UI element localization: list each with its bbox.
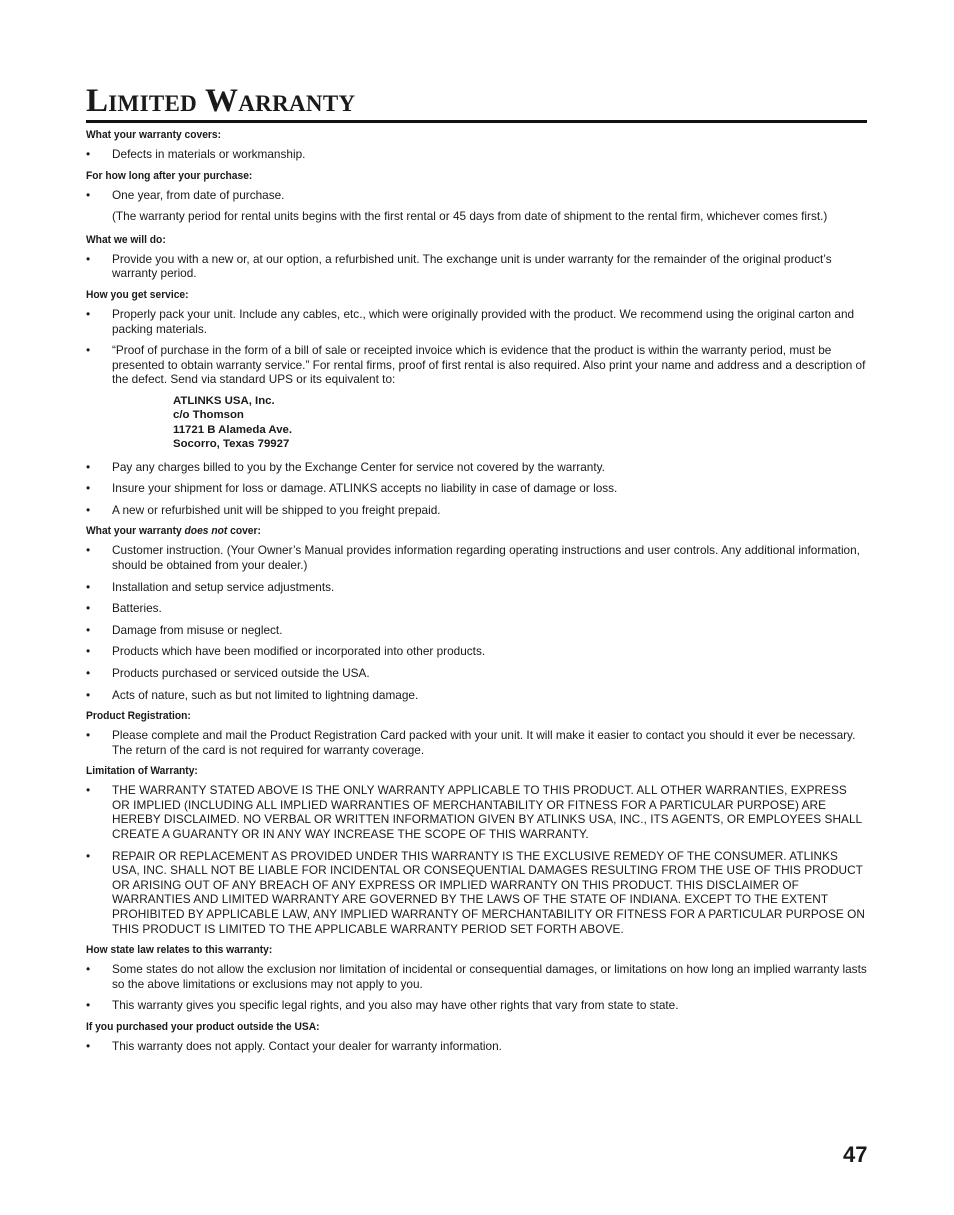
section-heading-how-long: For how long after your purchase: (86, 169, 253, 182)
page-title: Limited Warranty (86, 83, 356, 119)
list-item: • Batteries. (86, 601, 162, 616)
rental-note: (The warranty period for rental units begins with the first rental or 45 days from date of shipment to the rental firm, whichever comes first.) (112, 209, 828, 224)
bullet: • (86, 644, 91, 659)
bullet: • (86, 601, 91, 616)
list-item: • THE WARRANTY STATED ABOVE IS THE ONLY WARRANTY APPLICABLE TO THIS PRODUCT. ALL OTHER WARRANTIES, EXPRESS OR IMPLIED (INCLUDING ALL IMPLIED WARRANTIES OF MERCHANTABILITY OR FITNESS FOR A PARTICULAR PURPOSE) ARE HEREBY DISCLAIMED. NO VERBAL OR WRITTEN INFORMATION GIVEN BY ATLINKS USA, INC., ITS AGENTS, OR EMPLOYEES SHALL CREATE A GUARANTY OR IN ANY WAY INCREASE THE SCOPE OF THIS WARRANTY. (86, 783, 862, 842)
bullet: • (86, 848, 91, 863)
list-item: • Customer instruction. (Your Owner’s Manual provides information regarding operating instructions and user controls. Any additional information, should be obtained from your dealer.) (86, 543, 860, 572)
section-heading-state-law: How state law relates to this warranty: (86, 944, 273, 957)
list-item: • This warranty does not apply. Contact your dealer for warranty information. (86, 1039, 502, 1053)
bullet: • (86, 783, 91, 798)
title-rule (86, 120, 867, 123)
section-heading-covers: What your warranty covers: (86, 129, 222, 141)
bullet: • (86, 343, 91, 358)
list-item: • Defects in materials or workmanship. (86, 147, 306, 161)
bullet: • (86, 665, 91, 680)
bullet: • (86, 502, 91, 517)
warranty-page (86, 84, 867, 1061)
section-heading-not-cover: What your warranty does not cover: (86, 525, 261, 538)
list-item: • Damage from misuse or neglect. (86, 622, 283, 637)
service-address (86, 394, 867, 452)
list-item: • Acts of nature, such as but not limited to lightning damage. (86, 687, 419, 702)
list-item: • “Proof of purchase in the form of a bill of sale or receipted invoice which is evidence that the product is within the warranty period, must be presented to obtain warranty service.” For rental firms, proof of first rental is also required. Also print your name and address and a description of the defect. Send via standard UPS or its equivalent to: (86, 343, 866, 387)
bullet: • (86, 481, 91, 496)
bullet: • (86, 962, 91, 977)
section-heading-limitation: Limitation of Warranty: (86, 765, 198, 778)
address-line: ATLINKS USA, Inc. (173, 394, 275, 407)
page-number: 47 (843, 1142, 868, 1167)
bullet: • (86, 459, 91, 474)
list-item: • REPAIR OR REPLACEMENT AS PROVIDED UNDER THIS WARRANTY IS THE EXCLUSIVE REMEDY OF THE CONSUMER. ATLINKS USA, INC. SHALL NOT BE LIABLE FOR INCIDENTAL OR CONSEQUENTIAL DAMAGES RESULTING FROM THE USE OF THIS PRODUCT OR ARISING OUT OF ANY BREACH OF ANY EXPRESS OR IMPLIED WARRANTY ON THIS PRODUCT. THIS DISCLAIMER OF WARRANTIES AND LIMITED WARRANTY ARE GOVERNED BY THE LAWS OF THE STATE OF INDIANA. EXCEPT TO THE EXTENT PROHIBITED BY APPLICABLE LAW, ANY IMPLIED WARRANTY OF MERCHANTABILITY OR FITNESS FOR A PARTICULAR PURPOSE ON THIS PRODUCT IS LIMITED TO THE APPLICABLE WARRANTY PERIOD SET FORTH ABOVE. (86, 848, 865, 936)
list-item: • Pay any charges billed to you by the Exchange Center for service not covered by the warranty. (86, 459, 605, 474)
address-line: Socorro, Texas 79927 (173, 438, 290, 451)
emphasis: does not (184, 525, 228, 538)
section-heading-service: How you get service: (86, 288, 189, 301)
section-heading-will-do: What we will do: (86, 233, 166, 246)
bullet: • (86, 543, 91, 558)
bullet: • (86, 306, 91, 321)
section-heading-outside-usa: If you purchased your product outside the USA: (86, 1021, 320, 1033)
bullet: • (86, 579, 91, 594)
bullet: • (86, 147, 91, 161)
list-item: • Provide you with a new or, at our option, a refurbished unit. The exchange unit is under warranty for the remainder of the original product’s warranty period. (86, 251, 832, 281)
bullet: • (86, 622, 91, 637)
bullet: • (86, 1039, 91, 1053)
bullet: • (86, 251, 91, 266)
list-item: • Insure your shipment for loss or damage. ATLINKS accepts no liability in case of damage or loss. (86, 481, 618, 496)
bullet: • (86, 187, 91, 202)
address-line: 11721 B Alameda Ave. (173, 423, 293, 436)
list-item: • This warranty gives you specific legal rights, and you also may have other rights that vary from state to state. (86, 998, 679, 1013)
list-item: • A new or refurbished unit will be shipped to you freight prepaid. (86, 502, 441, 517)
list-item: • Some states do not allow the exclusion nor limitation of incidental or consequential damages, or limitations on how long an implied warranty lasts so the above limitations or exclusions may not apply to you. (86, 962, 867, 991)
section-heading-registration: Product Registration: (86, 710, 191, 723)
list-item: • Properly pack your unit. Include any cables, etc., which were originally provided with the product. We recommend using the original carton and packing materials. (86, 306, 855, 336)
list-item: • Products which have been modified or incorporated into other products. (86, 644, 486, 659)
list-item: • Products purchased or serviced outside the USA. (86, 665, 370, 680)
list-item: • One year, from date of purchase. (86, 187, 285, 202)
list-item: • Installation and setup service adjustments. (86, 579, 335, 594)
bullet: • (86, 998, 91, 1013)
address-line: c/o Thomson (173, 409, 244, 422)
bullet: • (86, 728, 91, 743)
bullet: • (86, 687, 91, 702)
list-item: • Please complete and mail the Product Registration Card packed with your unit. It will make it easier to contact you should it ever be necessary. The return of the card is not required for warranty coverage. (86, 728, 856, 757)
